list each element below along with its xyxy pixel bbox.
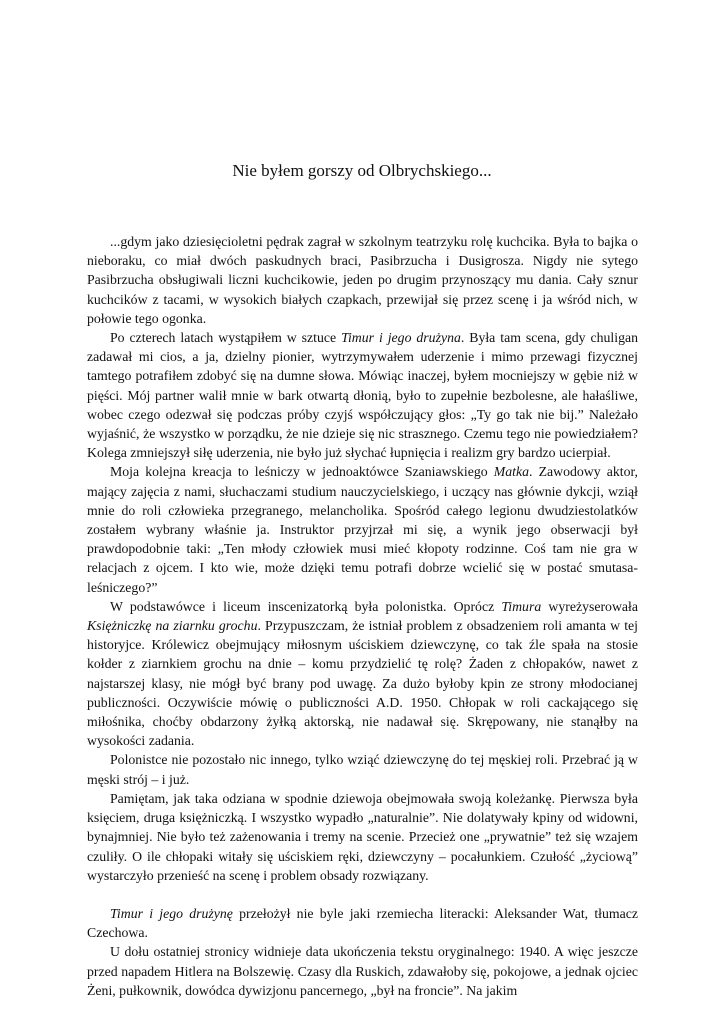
italic-title-text: Księżniczkę na ziarnku grochu	[87, 618, 258, 634]
paragraph	[87, 328, 638, 462]
paragraph-text: Pamiętam, jak taka odziana w spodnie dziewoja obejmowała swoją koleżankę. Pierwsza była księciem, druga księżniczką. I wszystko wypadło „naturalnie”. Nie dolatywały kpiny od widowni, bynajmniej. Nie było też zażenowania i tremy na scenie. Przecież one „prywatnie” też się wzajem czuliły. O ile chłopaki witały się uściskiem ręki, dziewczyny – pocałunkiem. Czułość „życiową” wystarczyło przenieść na scenę i problem obsady rozwiązany.	[87, 790, 638, 883]
paragraph-text: W podstawówce i liceum inscenizatorką była polonistka. Oprócz	[110, 598, 502, 614]
paragraph-text: . Była tam scena, gdy chuligan zadawał mi cios, a ja, dzielny pionier, wytrzymywałem uderzenie i mimo przewagi fizycznej tamtego potrafiłem zdobyć się na dumne słowa. Mówiąc inaczej, byłem mocniejszy w gębie niż w pięści. Mój partner walił mnie w bark otwartą dłonią, było to zupełnie bezbolesne, ale hałaśliwe, wobec czego odezwał się podczas próby czyjś współczujący głos: „Ty go tak nie bij.” Należało wyjaśnić, że wszystko w porządku, że nie dzieje się nic strasznego. Czemu tego nie powiedziałem? Kolega zmniejszył siłę uderzenia, nie było już słychać łupnięcia i realizm gry bardzo ucierpiał.	[87, 330, 638, 461]
page-title: Nie byłem gorszy od Olbrychskiego...	[232, 161, 492, 180]
paragraph-text: Po czterech latach wystąpiłem w sztuce	[110, 330, 342, 346]
paragraph	[87, 232, 638, 328]
paragraph	[87, 462, 638, 596]
italic-title-text: Timur i jego drużyna	[341, 330, 461, 346]
italic-title-text: Matka	[493, 464, 529, 480]
paragraph-text: . Przypuszczam, że istniał problem z obsadzeniem roli amanta w tej historyjce. Królewicz obejmujący miłosnym uściskiem dziewczynę, co tak źle spała na stosie kołder z ziarnkiem grochu na dnie – komu przydzielić tę rolę? Żaden z chłopaków, nawet z najstarszej klasy, nie mógł być brany pod uwagę. Za dużo byłoby kpin ze strony młodocianej publiczności. Oczywiście mówię o publiczności A.D. 1950. Chłopak w roli cackającego się miłośnika, choćby obdarzony żyłką aktorską, nie nadawał się. Skrępowany, nie stanąłby na wysokości zadania.	[87, 618, 638, 749]
paragraph	[87, 904, 638, 942]
paragraph-text: . Zawodowy aktor, mający zajęcia z nami, słuchaczami studium nauczycielskiego, i uczący nas głównie dykcji, wziął mnie do roli człowieka przegranego, melancholika. Spośród całego legionu dwudziestolatków zostałem wybrany właśnie ja. Instruktor przyjrzał mi się, a wynik jego obserwacji był prawdopodobnie taki: „Ten młody człowiek musi mieć kłopoty rodzinne. Coś tam nie gra w relacjach z ojcem. I kto wie, może dzięki temu potrafi dobrze wcielić się w postać smutasa-leśniczego?”	[87, 464, 638, 595]
paragraph-text: Moja kolejna kreacja to leśniczy w jednoaktówce Szaniawskiego	[110, 464, 494, 480]
paragraph-text: wyreżyserowała	[541, 598, 638, 614]
paragraph	[87, 750, 638, 788]
document-body	[87, 232, 638, 1000]
paragraph-text: ...gdym jako dziesięcioletni pędrak zagrał w szkolnym teatrzyku rolę kuchcika. Była to bajka o nieboraku, co miał dwóch paskudnych braci, Pasibrzucha i Dusigrosza. Nigdy nie sytego Pasibrzucha obsługiwali liczni kuchcikowie, jeden po drugim przynoszący mu dania. Cały sznur kuchcików z tacami, w wysokich białych czapkach, przewijał się przez scenę i ja wśród nich, w połowie tego ogonka.	[87, 234, 638, 326]
italic-title-text: Timur i jego drużynę	[110, 905, 233, 921]
paragraph	[87, 942, 638, 1000]
paragraph-text: przełożył nie byle jaki rzemiecha literacki: Aleksander Wat, tłumacz Czechowa.	[87, 905, 639, 941]
italic-title-text: Timura	[501, 598, 542, 614]
paragraph-text: U dołu ostatniej stronicy widnieje data ukończenia tekstu oryginalnego: 1940. A więc jeszcze przed napadem Hitlera na Bolszewię. Czasy dla Ruskich, zdawałoby się, pokojowe, a jednak ojciec Żeni, pułkownik, dowódca dywizjonu pancernego, „był na froncie”. Na jakim	[87, 944, 638, 998]
paragraph	[87, 789, 638, 885]
paragraph	[87, 597, 638, 751]
paragraph-text: Polonistce nie pozostało nic innego, tylko wziąć dziewczynę do tej męskiej roli. Przebrać ją w męski strój – i już.	[87, 752, 638, 787]
